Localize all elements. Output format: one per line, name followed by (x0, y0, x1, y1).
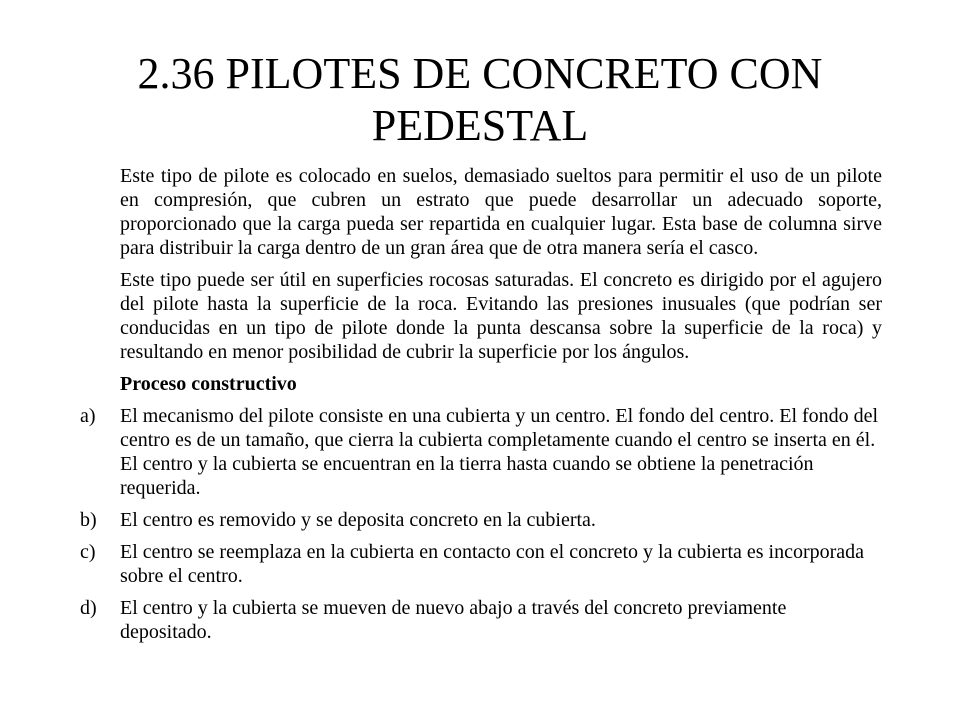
list-marker: d) (80, 597, 97, 619)
process-steps-list (80, 404, 882, 644)
list-marker: a) (80, 405, 96, 427)
paragraph-1: Este tipo de pilote es colocado en suelos, demasiado sueltos para permitir el uso de un pilote en compresión, que cubren un estrato que puede desarrollar un adecuado soporte, proporcionado que la carga pueda ser repartida en cualquier lugar. Esta base de columna sirve para distribuir la carga dentro de un gran área que de otra manera sería el casco. (120, 165, 882, 259)
list-item-text: El mecanismo del pilote consiste en una cubierta y un centro. El fondo del centro. El fondo del centro es de un tamaño, que cierra la cubierta completamente cuando el centro se inserta en él. El centro y la cubierta se encuentran en la tierra hasta cuando se obtiene la penetración requerida. (120, 405, 879, 499)
list-item-c (80, 540, 882, 588)
title-line-1: 2.36 PILOTES DE CONCRETO CON (137, 49, 823, 98)
list-item-d (80, 596, 882, 644)
list-item-a (80, 404, 882, 500)
slide-body (80, 164, 882, 652)
list-marker: c) (80, 541, 96, 563)
list-item-text: El centro se reemplaza en la cubierta en contacto con el concreto y la cubierta es incorporada sobre el centro. (120, 541, 865, 587)
list-marker: b) (80, 509, 97, 531)
title-line-2: PEDESTAL (371, 101, 589, 150)
list-item-b (80, 508, 882, 532)
list-item-text: El centro es removido y se deposita concreto en la cubierta. (120, 509, 596, 531)
section-subheading: Proceso constructivo (120, 373, 297, 395)
list-item-text: El centro y la cubierta se mueven de nuevo abajo a través del concreto previamente depositado. (120, 597, 787, 643)
paragraph-2: Este tipo puede ser útil en superficies rocosas saturadas. El concreto es dirigido por el agujero del pilote hasta la superficie de la roca. Evitando las presiones inusuales (que podrían ser conducidas en un tipo de pilote donde la punta descansa sobre la superficie de la roca) y resultando en menor posibilidad de cubrir la superficie por los ángulos. (120, 269, 882, 363)
slide-title (60, 48, 900, 152)
